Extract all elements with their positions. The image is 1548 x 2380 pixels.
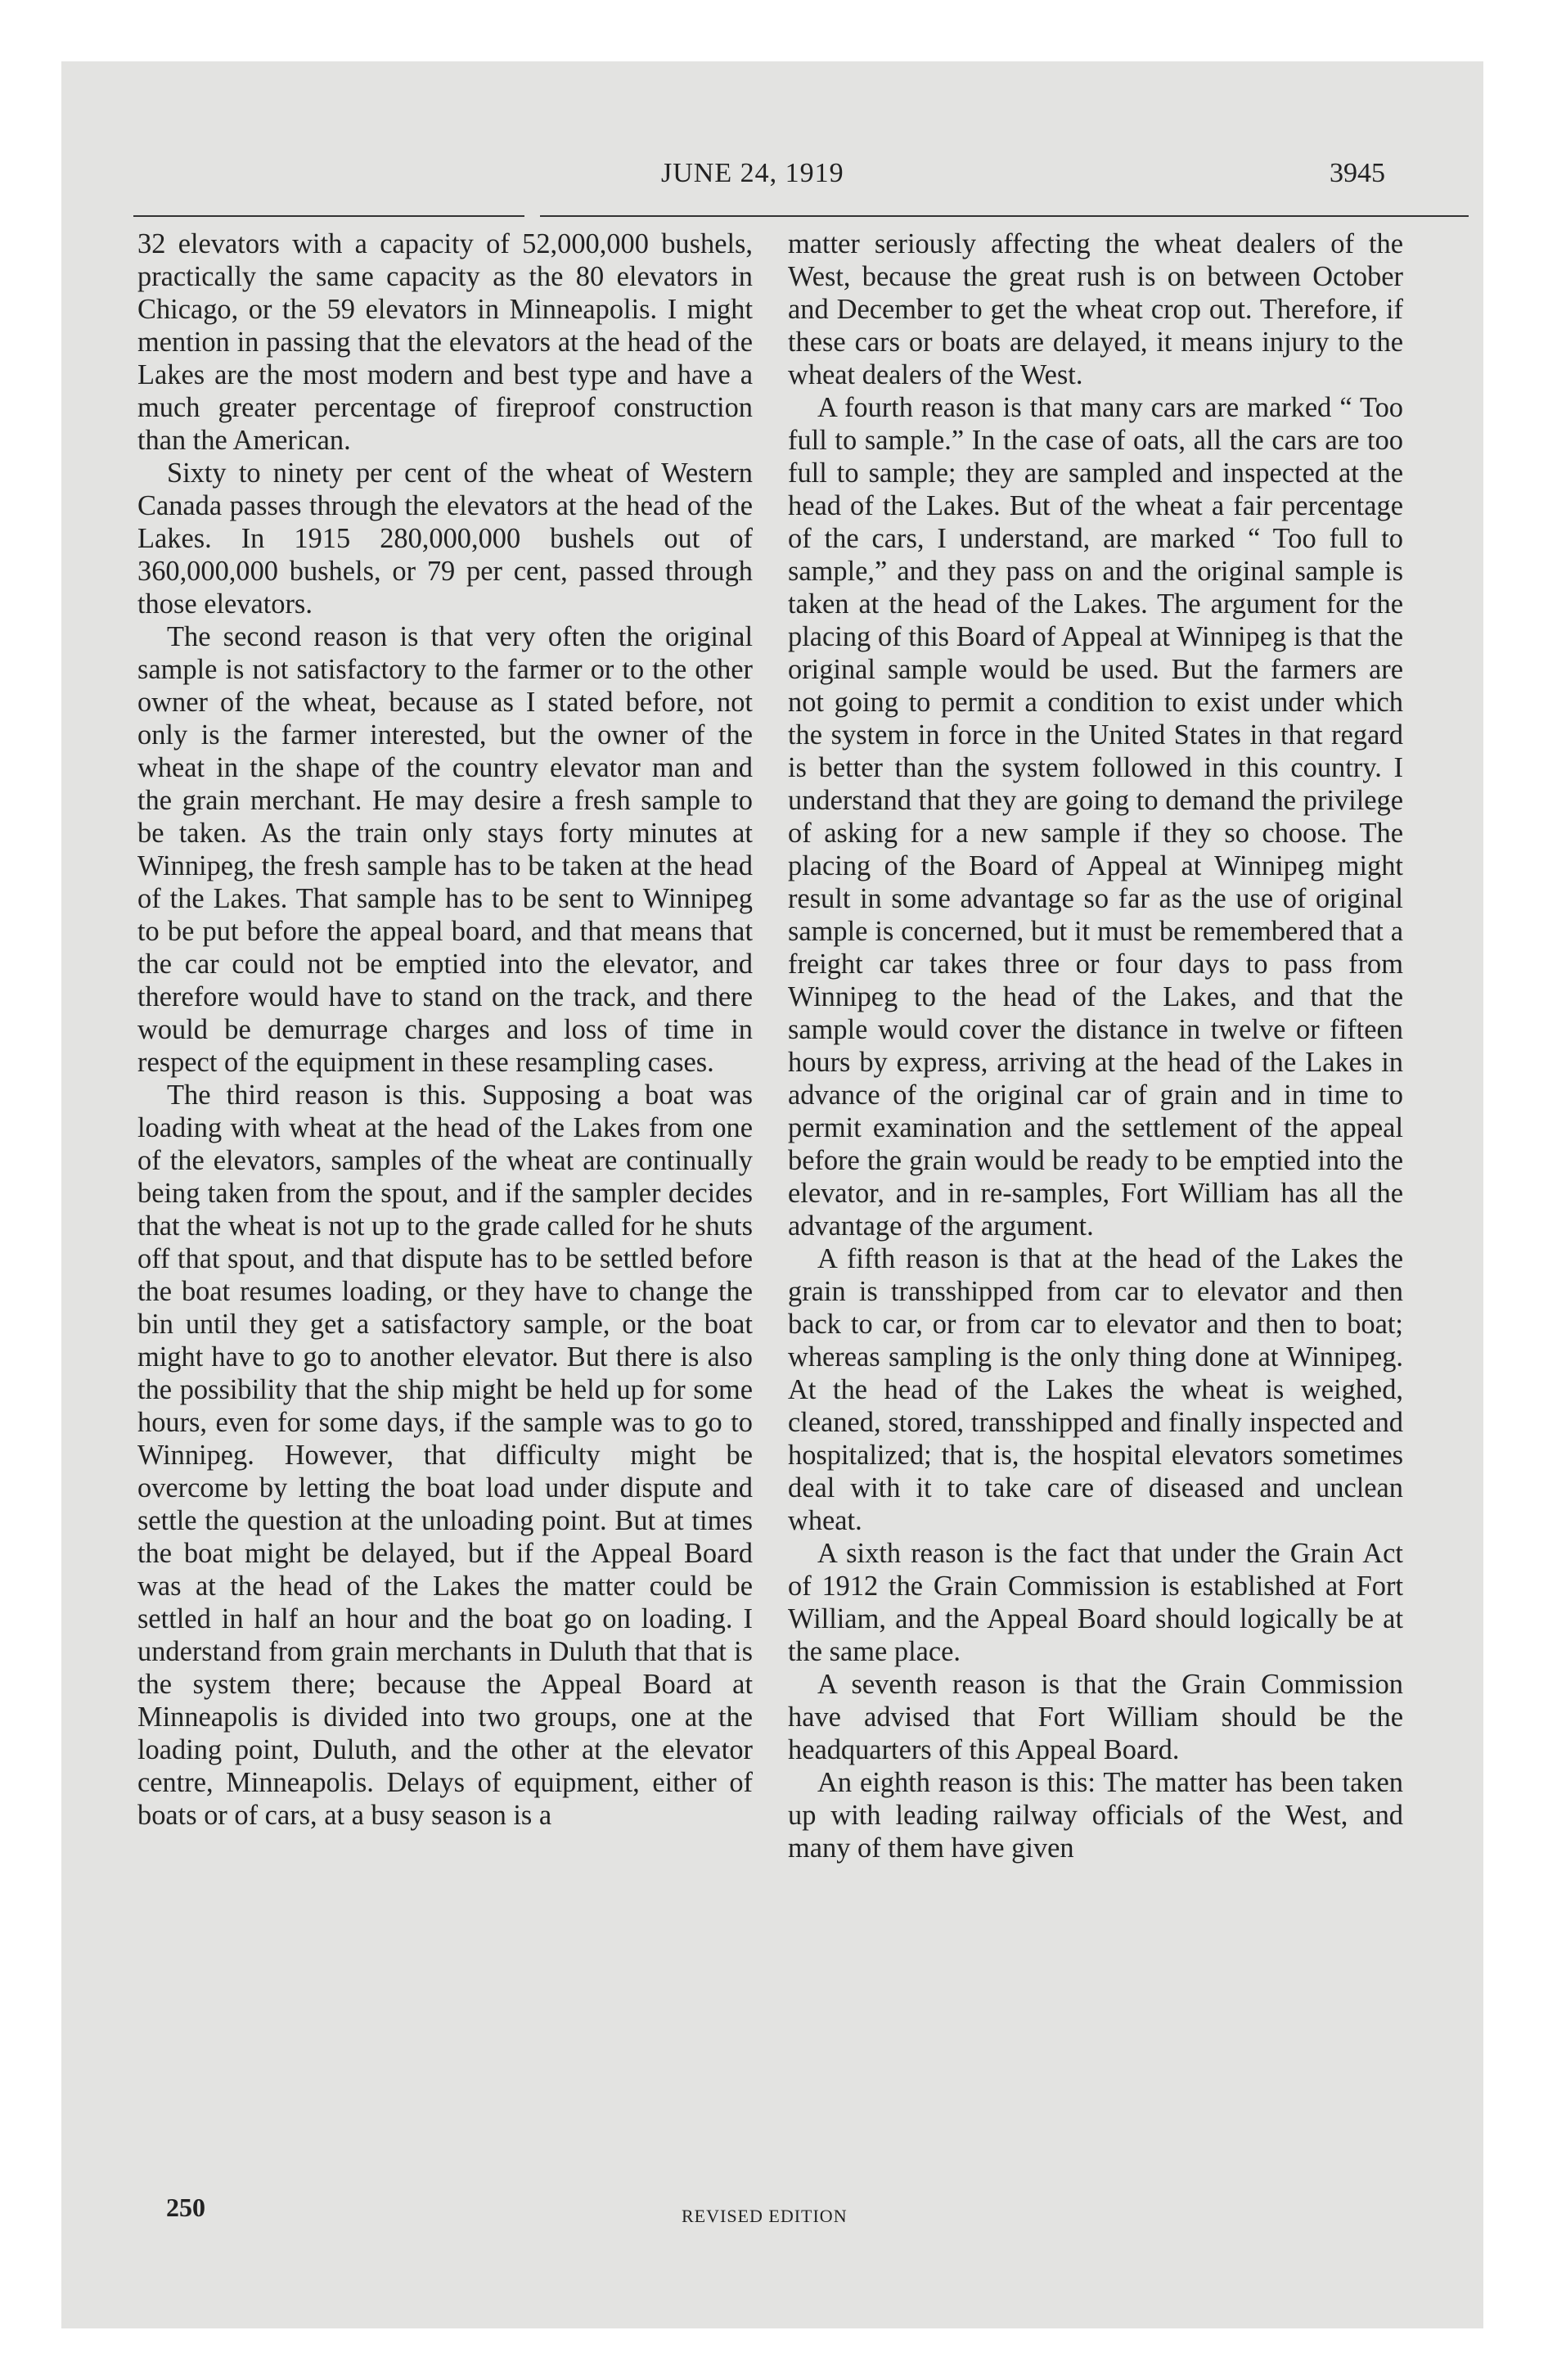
paragraph: A fourth reason is that many cars are marked “ Too full to sample.” In the case of oats, all the cars are too full to sample; they are sampled and inspected at the head of the Lakes. But of the wheat a fair percentage of the cars, I understand, are marked “ Too full to sample,” and they pass on and the original sample is taken at the head of the Lakes. The argument for the placing of this Board of Appeal at Winnipeg is that the original sample would be used. But the farmers are not going to permit a condition to exist under which the system in force in the United States in that regard is better than the system followed in this country. I understand that they are going to demand the privilege of asking for a new sample if they so choose. The placing of the Board of Appeal at Winnipeg might result in some advantage so far as the use of original sample is concerned, but it must be remembered that a freight car takes three or four days to pass from Winnipeg to the head of the Lakes, and that the sample would cover the distance in twelve or fifteen hours by express, arriving at the head of the Lakes in advance of the original car of grain and in time to permit examination and the settlement of the appeal before the grain would be ready to be emptied into the elevator, and in re-samples, Fort William has all the advantage of the argument. [788,392,1403,1242]
header-rule-left [133,215,524,217]
left-column [137,228,753,1832]
document-page [61,61,1483,2328]
page-header [61,158,1483,199]
right-column [788,228,1403,1864]
header-date: JUNE 24, 1919 [661,158,844,188]
paragraph: 32 elevators with a capacity of 52,000,000 bushels, practically the same capacity as the 80 elevators in Chicago, or the 59 elevators in Minneapolis. I might mention in passing that the elevators at the head of the Lakes are the most modern and best type and have a much greater percentage of fireproof construction than the American. [137,228,753,456]
paragraph: An eighth reason is this: The matter has been taken up with leading railway officials of the West, and many of them have given [788,1767,1403,1864]
paragraph: The third reason is this. Supposing a boat was loading with wheat at the head of the Lakes from one of the elevators, samples of the wheat are continually being taken from the spout, and if the sampler decides that the wheat is not up to the grade called for he shuts off that spout, and that dispute has to be settled before the boat resumes loading, or they have to change the bin until they get a satisfactory sample, or the boat might have to go to another elevator. But there is also the possibility that the ship might be held up for some hours, even for some days, if the sample was to go to Winnipeg. However, that difficulty might be overcome by letting the boat load under dispute and settle the question at the unloading point. But at times the boat might be delayed, but if the Appeal Board was at the head of the Lakes the matter could be settled in half an hour and the boat go on loading. I understand from grain merchants in Duluth that that is the system there; because the Appeal Board at Minneapolis is divided into two groups, one at the loading point, Duluth, and the other at the elevator centre, Minneapolis. Delays of equipment, either of boats or of cars, at a busy season is a [137,1080,753,1831]
paragraph: A sixth reason is the fact that under the Grain Act of 1912 the Grain Commission is established at Fort William, and the Appeal Board should logically be at the same place. [788,1538,1403,1667]
header-rule-right [540,215,1469,217]
paragraph: matter seriously affecting the wheat dealers of the West, because the great rush is on between October and December to get the wheat crop out. Therefore, if these cars or boats are delayed, it means injury to the wheat dealers of the West. [788,228,1403,390]
folio-number: 250 [166,2193,205,2222]
edition-footer: REVISED EDITION [682,2206,848,2226]
paragraph: Sixty to ninety per cent of the wheat of Western Canada passes through the elevators at the head of the Lakes. In 1915 280,000,000 bushels out of 360,000,000 bushels, or 79 per cent, passed through those elevators. [137,458,753,620]
paragraph: The second reason is that very often the original sample is not satisfactory to the farmer or to the other owner of the wheat, because as I stated before, not only is the farmer interested, but the owner of the wheat in the shape of the country elevator man and the grain merchant. He may desire a fresh sample to be taken. As the train only stays forty minutes at Winnipeg, the fresh sample has to be taken at the head of the Lakes. That sample has to be sent to Winnipeg to be put before the appeal board, and that means that the car could not be emptied into the elevator, and therefore would have to stand on the track, and there would be demurrage charges and loss of time in respect of the equipment in these resampling cases. [137,621,753,1078]
header-page-number: 3945 [1330,158,1385,188]
paragraph: A fifth reason is that at the head of the Lakes the grain is transshipped from car to elevator and then back to car, or from car to elevator and then to boat; whereas sampling is the only thing done at Winnipeg. At the head of the Lakes the wheat is weighed, cleaned, stored, transshipped and finally inspected and hospitalized; that is, the hospital elevators sometimes deal with it to take care of diseased and unclean wheat. [788,1243,1403,1536]
paragraph: A seventh reason is that the Grain Commission have advised that Fort William should be the headquarters of this Appeal Board. [788,1669,1403,1765]
